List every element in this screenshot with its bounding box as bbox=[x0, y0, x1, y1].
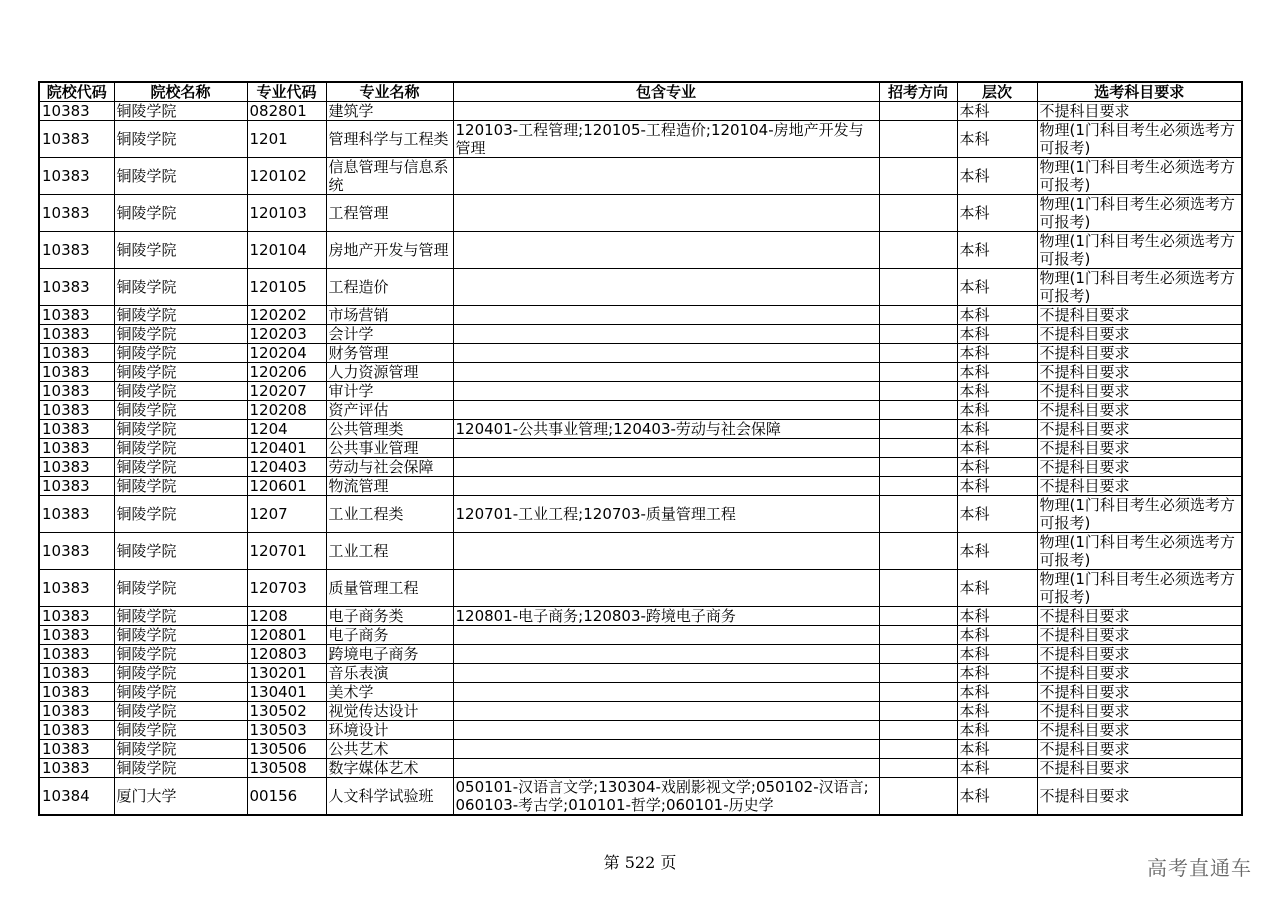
level-cell: 本科 bbox=[957, 121, 1037, 158]
included-majors-cell: 120701-工业工程;120703-质量管理工程 bbox=[453, 496, 879, 533]
direction-cell bbox=[879, 458, 957, 477]
subject-requirement-cell: 不提科目要求 bbox=[1037, 306, 1242, 325]
school-name-cell: 铜陵学院 bbox=[114, 195, 247, 232]
major-code-cell: 120102 bbox=[247, 158, 326, 195]
table-row bbox=[39, 420, 1242, 439]
subject-requirement-cell: 不提科目要求 bbox=[1037, 759, 1242, 778]
direction-cell bbox=[879, 570, 957, 607]
direction-cell bbox=[879, 778, 957, 816]
subject-requirement-cell: 物理(1门科目考生必须选考方可报考) bbox=[1037, 121, 1242, 158]
included-majors-cell bbox=[453, 477, 879, 496]
major-code-cell: 120208 bbox=[247, 401, 326, 420]
subject-requirement-cell: 物理(1门科目考生必须选考方可报考) bbox=[1037, 158, 1242, 195]
level-cell: 本科 bbox=[957, 570, 1037, 607]
table-row bbox=[39, 382, 1242, 401]
school-code-cell: 10383 bbox=[39, 195, 114, 232]
school-code-cell: 10383 bbox=[39, 344, 114, 363]
school-name-cell: 铜陵学院 bbox=[114, 232, 247, 269]
included-majors-header: 包含专业 bbox=[453, 82, 879, 102]
school-code-cell: 10384 bbox=[39, 778, 114, 816]
school-code-cell: 10383 bbox=[39, 363, 114, 382]
table-row bbox=[39, 721, 1242, 740]
major-code-cell: 082801 bbox=[247, 102, 326, 121]
direction-cell bbox=[879, 626, 957, 645]
direction-cell bbox=[879, 664, 957, 683]
included-majors-cell bbox=[453, 306, 879, 325]
major-name-cell: 信息管理与信息系统 bbox=[326, 158, 453, 195]
table-row bbox=[39, 664, 1242, 683]
level-cell: 本科 bbox=[957, 645, 1037, 664]
table-row bbox=[39, 158, 1242, 195]
school-name-cell: 铜陵学院 bbox=[114, 401, 247, 420]
major-name-cell: 建筑学 bbox=[326, 102, 453, 121]
school-name-cell: 铜陵学院 bbox=[114, 683, 247, 702]
table-row bbox=[39, 102, 1242, 121]
major-name-cell: 电子商务 bbox=[326, 626, 453, 645]
school-name-cell: 铜陵学院 bbox=[114, 759, 247, 778]
major-name-cell: 会计学 bbox=[326, 325, 453, 344]
table-row bbox=[39, 195, 1242, 232]
level-cell: 本科 bbox=[957, 158, 1037, 195]
included-majors-cell: 120801-电子商务;120803-跨境电子商务 bbox=[453, 607, 879, 626]
subject-requirement-cell: 物理(1门科目考生必须选考方可报考) bbox=[1037, 195, 1242, 232]
direction-cell bbox=[879, 401, 957, 420]
level-cell: 本科 bbox=[957, 306, 1037, 325]
school-code-cell: 10383 bbox=[39, 121, 114, 158]
major-name-cell: 美术学 bbox=[326, 683, 453, 702]
included-majors-cell bbox=[453, 645, 879, 664]
school-code-cell: 10383 bbox=[39, 269, 114, 306]
table-row bbox=[39, 269, 1242, 306]
major-name-cell: 人文科学试验班 bbox=[326, 778, 453, 816]
school-code-cell: 10383 bbox=[39, 645, 114, 664]
subject-requirement-cell: 不提科目要求 bbox=[1037, 401, 1242, 420]
school-code-cell: 10383 bbox=[39, 607, 114, 626]
direction-cell bbox=[879, 102, 957, 121]
school-name-cell: 铜陵学院 bbox=[114, 626, 247, 645]
subject-requirement-cell: 不提科目要求 bbox=[1037, 778, 1242, 816]
subject-requirement-cell: 不提科目要求 bbox=[1037, 325, 1242, 344]
page-number: 第 522 页 bbox=[603, 853, 677, 872]
direction-cell bbox=[879, 533, 957, 570]
major-name-cell: 电子商务类 bbox=[326, 607, 453, 626]
school-name-cell: 铜陵学院 bbox=[114, 382, 247, 401]
subject-requirement-cell: 不提科目要求 bbox=[1037, 626, 1242, 645]
direction-cell bbox=[879, 477, 957, 496]
major-name-cell: 物流管理 bbox=[326, 477, 453, 496]
school-code-cell: 10383 bbox=[39, 401, 114, 420]
direction-cell bbox=[879, 645, 957, 664]
school-code-cell: 10383 bbox=[39, 420, 114, 439]
included-majors-cell bbox=[453, 401, 879, 420]
direction-cell bbox=[879, 195, 957, 232]
major-code-cell: 120801 bbox=[247, 626, 326, 645]
major-name-cell: 公共事业管理 bbox=[326, 439, 453, 458]
included-majors-cell bbox=[453, 533, 879, 570]
subject-requirement-cell: 不提科目要求 bbox=[1037, 363, 1242, 382]
major-code-cell: 120203 bbox=[247, 325, 326, 344]
subject-requirement-cell: 不提科目要求 bbox=[1037, 607, 1242, 626]
direction-cell bbox=[879, 420, 957, 439]
school-code-cell: 10383 bbox=[39, 570, 114, 607]
subject-requirement-cell: 不提科目要求 bbox=[1037, 477, 1242, 496]
table-row bbox=[39, 232, 1242, 269]
included-majors-cell bbox=[453, 664, 879, 683]
table-row bbox=[39, 458, 1242, 477]
major-name-cell: 房地产开发与管理 bbox=[326, 232, 453, 269]
major-code-cell: 120207 bbox=[247, 382, 326, 401]
major-code-cell: 00156 bbox=[247, 778, 326, 816]
major-name-cell: 资产评估 bbox=[326, 401, 453, 420]
major-name-cell: 工程管理 bbox=[326, 195, 453, 232]
table-row bbox=[39, 496, 1242, 533]
level-cell: 本科 bbox=[957, 102, 1037, 121]
major-code-cell: 120105 bbox=[247, 269, 326, 306]
school-name-cell: 铜陵学院 bbox=[114, 458, 247, 477]
major-name-cell: 视觉传达设计 bbox=[326, 702, 453, 721]
subject-requirement-cell: 不提科目要求 bbox=[1037, 683, 1242, 702]
major-code-cell: 120703 bbox=[247, 570, 326, 607]
included-majors-cell bbox=[453, 702, 879, 721]
level-cell: 本科 bbox=[957, 664, 1037, 683]
school-name-cell: 铜陵学院 bbox=[114, 496, 247, 533]
subject-requirement-cell: 不提科目要求 bbox=[1037, 458, 1242, 477]
school-code-cell: 10383 bbox=[39, 626, 114, 645]
included-majors-cell bbox=[453, 570, 879, 607]
included-majors-cell bbox=[453, 759, 879, 778]
direction-cell bbox=[879, 344, 957, 363]
school-name-cell: 铜陵学院 bbox=[114, 363, 247, 382]
table-row bbox=[39, 759, 1242, 778]
school-code-cell: 10383 bbox=[39, 102, 114, 121]
major-code-cell: 130503 bbox=[247, 721, 326, 740]
subject-requirement-cell: 物理(1门科目考生必须选考方可报考) bbox=[1037, 232, 1242, 269]
direction-cell bbox=[879, 121, 957, 158]
table-row bbox=[39, 306, 1242, 325]
direction-cell bbox=[879, 325, 957, 344]
major-name-cell: 审计学 bbox=[326, 382, 453, 401]
school-code-cell: 10383 bbox=[39, 458, 114, 477]
school-code-cell: 10383 bbox=[39, 702, 114, 721]
school-code-cell: 10383 bbox=[39, 232, 114, 269]
major-code-cell: 120104 bbox=[247, 232, 326, 269]
school-code-cell: 10383 bbox=[39, 439, 114, 458]
school-name-cell: 铜陵学院 bbox=[114, 664, 247, 683]
table-row bbox=[39, 533, 1242, 570]
included-majors-cell bbox=[453, 232, 879, 269]
included-majors-cell: 120103-工程管理;120105-工程造价;120104-房地产开发与管理 bbox=[453, 121, 879, 158]
major-name-cell: 人力资源管理 bbox=[326, 363, 453, 382]
school-name-cell: 铜陵学院 bbox=[114, 607, 247, 626]
included-majors-cell bbox=[453, 344, 879, 363]
major-code-cell: 130506 bbox=[247, 740, 326, 759]
school-code-cell: 10383 bbox=[39, 382, 114, 401]
level-cell: 本科 bbox=[957, 759, 1037, 778]
subject-requirement-cell: 不提科目要求 bbox=[1037, 102, 1242, 121]
major-code-cell: 120206 bbox=[247, 363, 326, 382]
table-row bbox=[39, 683, 1242, 702]
major-name-cell: 劳动与社会保障 bbox=[326, 458, 453, 477]
level-cell: 本科 bbox=[957, 740, 1037, 759]
included-majors-cell bbox=[453, 740, 879, 759]
major-name-cell: 财务管理 bbox=[326, 344, 453, 363]
school-code-header: 院校代码 bbox=[39, 82, 114, 102]
subject-requirement-cell: 物理(1门科目考生必须选考方可报考) bbox=[1037, 496, 1242, 533]
level-cell: 本科 bbox=[957, 325, 1037, 344]
level-cell: 本科 bbox=[957, 439, 1037, 458]
major-name-cell: 公共管理类 bbox=[326, 420, 453, 439]
level-cell: 本科 bbox=[957, 382, 1037, 401]
level-cell: 本科 bbox=[957, 702, 1037, 721]
major-code-cell: 120601 bbox=[247, 477, 326, 496]
subject-requirement-cell: 不提科目要求 bbox=[1037, 702, 1242, 721]
table-row bbox=[39, 702, 1242, 721]
level-cell: 本科 bbox=[957, 778, 1037, 816]
direction-cell bbox=[879, 439, 957, 458]
level-cell: 本科 bbox=[957, 232, 1037, 269]
table-row bbox=[39, 439, 1242, 458]
school-name-cell: 铜陵学院 bbox=[114, 420, 247, 439]
header-row bbox=[39, 82, 1242, 102]
subject-requirement-cell: 物理(1门科目考生必须选考方可报考) bbox=[1037, 570, 1242, 607]
major-code-cell: 130401 bbox=[247, 683, 326, 702]
level-cell: 本科 bbox=[957, 496, 1037, 533]
subject-requirement-header: 选考科目要求 bbox=[1037, 82, 1242, 102]
direction-cell bbox=[879, 363, 957, 382]
included-majors-cell bbox=[453, 158, 879, 195]
school-name-cell: 铜陵学院 bbox=[114, 325, 247, 344]
direction-cell bbox=[879, 496, 957, 533]
subject-requirement-cell: 不提科目要求 bbox=[1037, 382, 1242, 401]
major-code-cell: 130502 bbox=[247, 702, 326, 721]
school-code-cell: 10383 bbox=[39, 533, 114, 570]
level-cell: 本科 bbox=[957, 477, 1037, 496]
table-row bbox=[39, 626, 1242, 645]
school-name-cell: 铜陵学院 bbox=[114, 740, 247, 759]
major-name-header: 专业名称 bbox=[326, 82, 453, 102]
included-majors-cell bbox=[453, 382, 879, 401]
level-cell: 本科 bbox=[957, 683, 1037, 702]
direction-cell bbox=[879, 607, 957, 626]
subject-requirement-cell: 不提科目要求 bbox=[1037, 420, 1242, 439]
table-row bbox=[39, 325, 1242, 344]
level-cell: 本科 bbox=[957, 401, 1037, 420]
table-row bbox=[39, 740, 1242, 759]
included-majors-cell bbox=[453, 683, 879, 702]
level-cell: 本科 bbox=[957, 420, 1037, 439]
direction-cell bbox=[879, 759, 957, 778]
school-name-cell: 铜陵学院 bbox=[114, 121, 247, 158]
included-majors-cell bbox=[453, 102, 879, 121]
direction-cell bbox=[879, 382, 957, 401]
included-majors-cell bbox=[453, 195, 879, 232]
included-majors-cell bbox=[453, 363, 879, 382]
level-cell: 本科 bbox=[957, 458, 1037, 477]
school-name-cell: 铜陵学院 bbox=[114, 533, 247, 570]
included-majors-cell bbox=[453, 721, 879, 740]
major-code-cell: 120403 bbox=[247, 458, 326, 477]
major-name-cell: 数字媒体艺术 bbox=[326, 759, 453, 778]
table-row bbox=[39, 607, 1242, 626]
direction-cell bbox=[879, 702, 957, 721]
watermark-text: 高考直通车 bbox=[1147, 856, 1252, 880]
included-majors-cell bbox=[453, 325, 879, 344]
major-name-cell: 管理科学与工程类 bbox=[326, 121, 453, 158]
table-body bbox=[39, 102, 1242, 816]
major-code-cell: 120803 bbox=[247, 645, 326, 664]
level-cell: 本科 bbox=[957, 195, 1037, 232]
subject-requirement-cell: 不提科目要求 bbox=[1037, 740, 1242, 759]
major-code-cell: 120701 bbox=[247, 533, 326, 570]
major-name-cell: 质量管理工程 bbox=[326, 570, 453, 607]
direction-cell bbox=[879, 269, 957, 306]
school-code-cell: 10383 bbox=[39, 477, 114, 496]
major-code-cell: 1204 bbox=[247, 420, 326, 439]
major-code-cell: 120202 bbox=[247, 306, 326, 325]
level-cell: 本科 bbox=[957, 626, 1037, 645]
school-name-cell: 铜陵学院 bbox=[114, 344, 247, 363]
school-name-cell: 铜陵学院 bbox=[114, 570, 247, 607]
level-cell: 本科 bbox=[957, 533, 1037, 570]
direction-cell bbox=[879, 306, 957, 325]
level-cell: 本科 bbox=[957, 363, 1037, 382]
direction-cell bbox=[879, 740, 957, 759]
school-name-cell: 铜陵学院 bbox=[114, 477, 247, 496]
major-code-cell: 1201 bbox=[247, 121, 326, 158]
subject-requirement-cell: 物理(1门科目考生必须选考方可报考) bbox=[1037, 269, 1242, 306]
school-code-cell: 10383 bbox=[39, 664, 114, 683]
subject-requirement-cell: 物理(1门科目考生必须选考方可报考) bbox=[1037, 533, 1242, 570]
included-majors-cell bbox=[453, 458, 879, 477]
major-name-cell: 工业工程类 bbox=[326, 496, 453, 533]
table-row bbox=[39, 570, 1242, 607]
school-name-cell: 铜陵学院 bbox=[114, 306, 247, 325]
major-code-cell: 1207 bbox=[247, 496, 326, 533]
major-code-cell: 120204 bbox=[247, 344, 326, 363]
school-code-cell: 10383 bbox=[39, 496, 114, 533]
school-name-cell: 铜陵学院 bbox=[114, 702, 247, 721]
school-name-cell: 厦门大学 bbox=[114, 778, 247, 816]
table-row bbox=[39, 778, 1242, 816]
major-code-cell: 120103 bbox=[247, 195, 326, 232]
level-cell: 本科 bbox=[957, 721, 1037, 740]
major-code-cell: 130508 bbox=[247, 759, 326, 778]
major-code-cell: 120401 bbox=[247, 439, 326, 458]
table-row bbox=[39, 477, 1242, 496]
included-majors-cell bbox=[453, 439, 879, 458]
table-row bbox=[39, 401, 1242, 420]
school-code-cell: 10383 bbox=[39, 683, 114, 702]
major-name-cell: 工业工程 bbox=[326, 533, 453, 570]
major-name-cell: 市场营销 bbox=[326, 306, 453, 325]
school-name-header: 院校名称 bbox=[114, 82, 247, 102]
school-name-cell: 铜陵学院 bbox=[114, 102, 247, 121]
direction-cell bbox=[879, 232, 957, 269]
school-name-cell: 铜陵学院 bbox=[114, 721, 247, 740]
school-name-cell: 铜陵学院 bbox=[114, 158, 247, 195]
included-majors-cell bbox=[453, 269, 879, 306]
admission-table bbox=[38, 81, 1243, 816]
school-name-cell: 铜陵学院 bbox=[114, 439, 247, 458]
school-code-cell: 10383 bbox=[39, 721, 114, 740]
level-header: 层次 bbox=[957, 82, 1037, 102]
school-name-cell: 铜陵学院 bbox=[114, 269, 247, 306]
major-name-cell: 工程造价 bbox=[326, 269, 453, 306]
school-code-cell: 10383 bbox=[39, 306, 114, 325]
included-majors-cell: 120401-公共事业管理;120403-劳动与社会保障 bbox=[453, 420, 879, 439]
direction-cell bbox=[879, 683, 957, 702]
direction-cell bbox=[879, 158, 957, 195]
level-cell: 本科 bbox=[957, 344, 1037, 363]
level-cell: 本科 bbox=[957, 607, 1037, 626]
major-code-header: 专业代码 bbox=[247, 82, 326, 102]
direction-header: 招考方向 bbox=[879, 82, 957, 102]
major-name-cell: 公共艺术 bbox=[326, 740, 453, 759]
subject-requirement-cell: 不提科目要求 bbox=[1037, 439, 1242, 458]
included-majors-cell bbox=[453, 626, 879, 645]
school-name-cell: 铜陵学院 bbox=[114, 645, 247, 664]
table-row bbox=[39, 645, 1242, 664]
school-code-cell: 10383 bbox=[39, 325, 114, 344]
major-name-cell: 音乐表演 bbox=[326, 664, 453, 683]
subject-requirement-cell: 不提科目要求 bbox=[1037, 344, 1242, 363]
direction-cell bbox=[879, 721, 957, 740]
table-row bbox=[39, 344, 1242, 363]
table-row bbox=[39, 121, 1242, 158]
school-code-cell: 10383 bbox=[39, 759, 114, 778]
subject-requirement-cell: 不提科目要求 bbox=[1037, 721, 1242, 740]
school-code-cell: 10383 bbox=[39, 158, 114, 195]
major-code-cell: 130201 bbox=[247, 664, 326, 683]
school-code-cell: 10383 bbox=[39, 740, 114, 759]
subject-requirement-cell: 不提科目要求 bbox=[1037, 645, 1242, 664]
major-name-cell: 环境设计 bbox=[326, 721, 453, 740]
major-name-cell: 跨境电子商务 bbox=[326, 645, 453, 664]
table-row bbox=[39, 363, 1242, 382]
level-cell: 本科 bbox=[957, 269, 1037, 306]
major-code-cell: 1208 bbox=[247, 607, 326, 626]
included-majors-cell: 050101-汉语言文学;130304-戏剧影视文学;050102-汉语言;060103-考古学;010101-哲学;060101-历史学 bbox=[453, 778, 879, 816]
subject-requirement-cell: 不提科目要求 bbox=[1037, 664, 1242, 683]
